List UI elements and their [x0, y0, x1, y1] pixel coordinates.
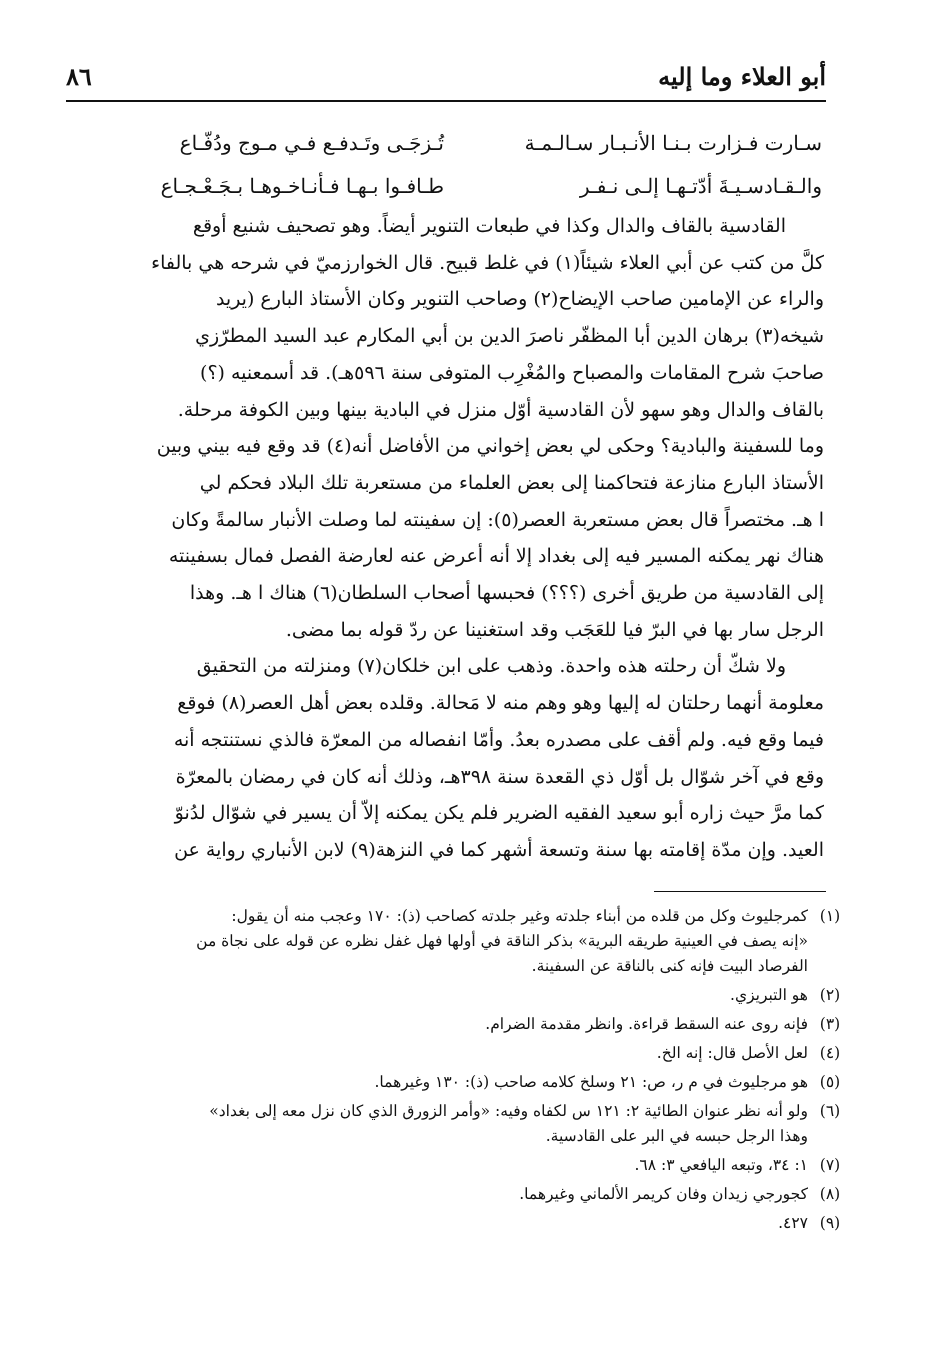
verse-hemistich-first: سـارت فـزارت بـنـا الأنـبـار سـالـمـة: [524, 131, 822, 155]
text-line: هناك نهر يمكنه المسير فيه إلى بغداد إلا أنه أعرض عنه لعارضة الفصل فمال بسفينته: [168, 545, 824, 568]
text-line: شيخه(٣) برهان الدين أبا المظفّر ناصرَ الدين بن أبي المكارم عبد السيد المطرّزي: [195, 325, 824, 348]
footnote-line: «إنه يصف في العينية طريقه البرية» بذكر الناقة في أولها فهل غفل نظره عن قوله على نجاة من: [196, 932, 808, 950]
footnote-text: [112, 1012, 808, 1037]
footnote-text: [112, 904, 808, 979]
text-line: فيما وقع فيه. ولم أقف على مصدره بعدُ. وأمّا انفصاله من المعرّة فالذي نستنتجه أنه: [173, 728, 824, 751]
page-number: ٨٦: [66, 62, 92, 91]
footnote-3: [112, 1012, 852, 1037]
verse-line-2: [112, 165, 824, 208]
footnote-line: ٤٢٧.: [778, 1214, 808, 1232]
text-line: وقع في آخر شوّال بل أوّل ذي القعدة سنة ٣٩٨هـ، وذلك أنه كان في رمضان بالمعرّة: [175, 765, 824, 788]
text-line: بالقاف والدال وهو سهو لأن القادسية أوّل منزل في البادية بينها وبين الكوفة مرحلة.: [177, 398, 824, 421]
footnote-9: [112, 1211, 852, 1236]
paragraph-1: [112, 208, 824, 648]
footnotes: [112, 904, 852, 1240]
footnote-line: ولو أنه نظر عنوان الطائية ٢: ١٢١ س لكفاه وفيه: «وأمر الزورق الذي كان نزل معه إلى بغداد»: [209, 1102, 808, 1120]
verse-hemistich-second: طـافـوا بـهـا فـأنـاخـوهـا بـجَـعْـجـاع: [160, 174, 444, 198]
footnote-number: (٣): [819, 1015, 841, 1033]
text-line: إلى القادسية من طريق أخرى (؟؟؟) فحبسها أصحاب السلطان(٦) هناك ا هـ. وهذا: [189, 582, 824, 605]
footnote-number: (٦): [819, 1102, 841, 1120]
text-line: الرجل سار بها في البرّ فيا للعَجَب وقد استغنينا عن ردّ قوله بما مضى.: [285, 618, 824, 641]
footnote-text: [112, 1153, 808, 1178]
text-line: والراء عن الإمامين صاحب الإيضاح(٢) وصاحب التنوير وكان الأستاذ البارع (يريد: [215, 288, 824, 311]
footnote-line: لعل الأصل قال: إنه الخ.: [656, 1044, 808, 1062]
footnote-text: [112, 1070, 808, 1095]
footnote-line: هو التبريزي.: [730, 986, 808, 1004]
text-line: ا هـ. مختصراً قال بعض مستعربة العصر(٥): إن سفينته لما وصلت الأنبار سالمةً وكان: [171, 508, 824, 531]
verse-line-1: [112, 122, 824, 165]
footnote-text: [112, 1211, 808, 1236]
footnote-number: (١): [819, 907, 841, 925]
footnote-number: (٧): [819, 1156, 841, 1174]
footnote-text: [112, 1182, 808, 1207]
text-line: كلَّ من كتب عن أبي العلاء شيئاً(١) في غلط قبيح. قال الخوارزميّ في شرحه هي بالفاء: [151, 251, 824, 274]
verse-hemistich-second: تُـزجَـى وتَـدفـع فـي مـوج ودُفّـاع: [179, 131, 444, 155]
text-line: القادسية بالقاف والدال وكذا في طبعات التنوير أيضاً. وهو تصحيف شنيع أوقع: [192, 215, 786, 237]
footnote-6: [112, 1099, 852, 1149]
text-line: صاحبَ شرح المقامات والمصباح والمُغْرِب المتوفى سنة ٥٩٦هـ). قد أسمعنيه (؟): [200, 361, 824, 384]
header-rule: [66, 100, 826, 102]
footnote-line: وهذا الرجل حبسه في البر على القادسية.: [545, 1127, 808, 1145]
verse-hemistich-first: والـقـادسـيـةَ أدّتـهـا إلـى نـفـر: [579, 174, 822, 198]
footnote-7: [112, 1153, 852, 1178]
footnote-number: (٢): [819, 986, 841, 1004]
main-text: [112, 122, 824, 869]
text-line: معلومة أنهما رحلتان له إليها وهو وهم منه لا مَحالة. وقلده بعض أهل العصر(٨) فوقع: [177, 692, 824, 715]
footnote-4: [112, 1041, 852, 1066]
footnote-line: كمرجليوث وكل من قلده من أبناء جلدته وغير جلدته كصاحب (ذ): ١٧٠ وعجب منه أن يقول:: [231, 907, 808, 925]
footnote-2: [112, 983, 852, 1008]
page-header: [66, 58, 826, 102]
text-line: وما للسفينة والبادية؟ وحكى لي بعض إخواني من الأفاضل أنه(٤) قد وقع فيه بيني وبين: [156, 435, 824, 458]
text-line: كما مرَّ حيث زاره أبو سعيد الفقيه الضرير فلم يكن يمكنه إلاّ أن يسير في شوّال لدُنوّ: [174, 802, 824, 825]
footnote-text: [112, 1099, 808, 1149]
footnote-number: (٩): [819, 1214, 841, 1232]
footnote-line: كجورجي زيدان وفان كريمر الألماني وغيرهما.: [519, 1185, 808, 1203]
running-title: أبو العلاء وما إليه: [658, 62, 826, 91]
text-line: العيد. وإن مدّة إقامته بها سنة وتسعة أشهر كما في النزهة(٩) لابن الأنباري رواية عن: [174, 838, 824, 861]
footnote-line: فإنه روى عنه السقط قراءة. وانظر مقدمة الضرام.: [485, 1015, 808, 1033]
footnote-number: (٨): [819, 1185, 841, 1203]
footnote-1: [112, 904, 852, 979]
footnote-8: [112, 1182, 852, 1207]
footnote-text: [112, 983, 808, 1008]
text-line: الأستاذ البارع منازعة فتحاكمنا إلى بعض العلماء من مستعربة تلك البلاد فحكم لي: [199, 471, 824, 494]
paragraph-2: [112, 648, 824, 868]
footnote-text: [112, 1041, 808, 1066]
text-line: ولا شكّ أن رحلته هذه واحدة. وذهب على ابن خلكان(٧) ومنزلته من التحقيق: [196, 655, 786, 678]
footnote-rule: [654, 891, 826, 892]
footnote-5: [112, 1070, 852, 1095]
footnote-number: (٥): [819, 1073, 841, 1091]
footnote-line: هو مرجليوث في م ر، ص: ٢١ وسلخ كلامه صاحب (ذ): ١٣٠ وغيرهما.: [374, 1073, 808, 1091]
footnote-number: (٤): [819, 1044, 841, 1062]
footnote-line: الفرصاد البيت فإنه كنى بالناقة عن السفينة.: [531, 957, 808, 975]
footnote-line: ١: ٣٤، وتبعه اليافعي ٣: ٦٨.: [634, 1156, 808, 1174]
